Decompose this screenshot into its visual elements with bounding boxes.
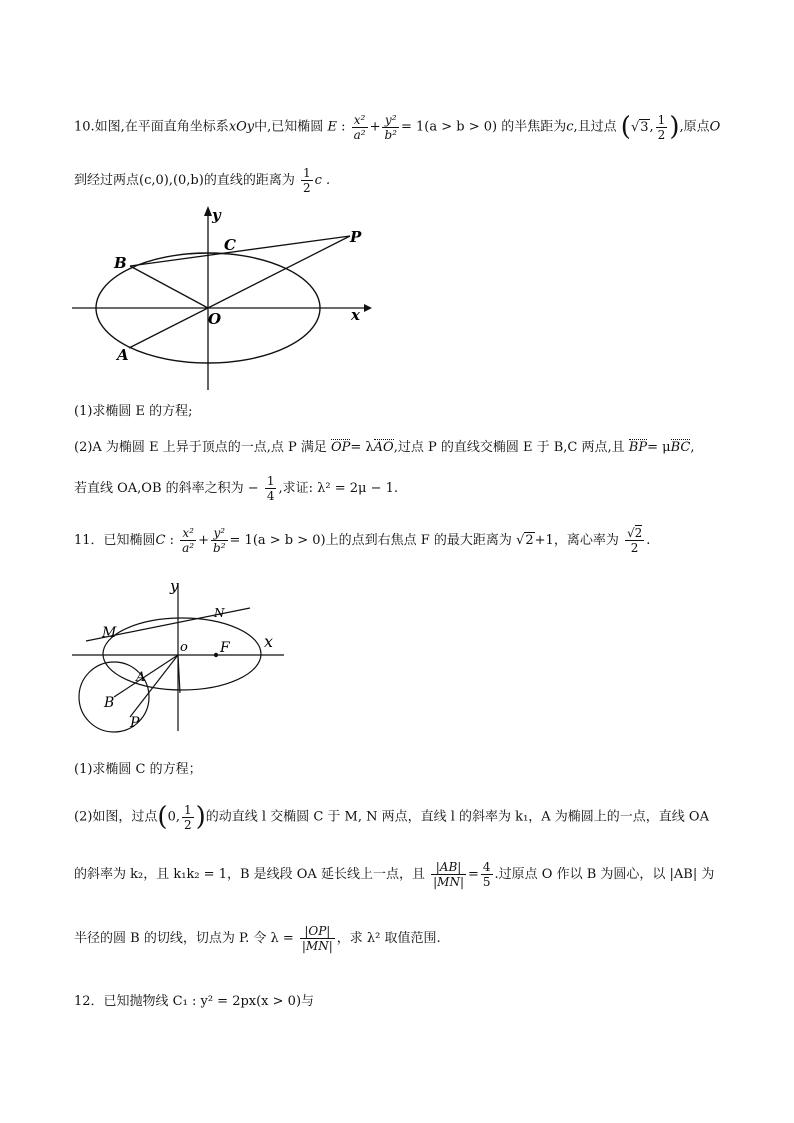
q10-text: ,求证: λ² = 2μ − 1. (278, 481, 399, 496)
q10-text: , (690, 440, 695, 455)
q11-part2-line2 (74, 860, 714, 889)
q10-sqrt3: √3 (630, 119, 649, 135)
label-B: B (114, 254, 127, 272)
q10-text: ,过点 P 的直线交椭圆 E 于 B,C 两点,且 (393, 440, 625, 455)
q10-text: ,原点 (679, 119, 710, 135)
frac-den: a² (353, 127, 366, 142)
q11-ellipse-name: C (155, 533, 166, 548)
q10-ellipse-name: E (327, 119, 337, 135)
q11-frac-op-mn (300, 924, 335, 953)
frac-num: 1 (657, 112, 666, 127)
label-P: P (350, 228, 362, 246)
q11-text: 的斜率为 k₂，且 k₁k₂ = 1，B 是线段 OA 延长线上一点，且 (74, 867, 425, 882)
paren: ( (620, 112, 631, 142)
frac-den: 2 (183, 817, 192, 832)
q11-text: 11．已知椭圆 (74, 533, 156, 548)
q11-text: 上的点到右焦点 F 的最大距离为 (325, 533, 512, 548)
label-B: B (104, 695, 115, 711)
vector-BP: BP (628, 440, 648, 455)
q11-text: (2)如图，过点 (74, 809, 158, 825)
q10-eq: = λ (350, 440, 374, 455)
frac-num: 1 (302, 166, 311, 180)
q10-part1: (1)求椭圆 E 的方程; (74, 404, 193, 419)
line-OB (114, 655, 178, 697)
radicand: 2 (634, 526, 643, 540)
label-x: x (351, 306, 360, 324)
frac-den: b² (384, 127, 397, 142)
x-arrow (364, 304, 372, 312)
q10-text: 10.如图,在平面直角坐标系 (74, 119, 229, 135)
paren: ( (157, 802, 168, 832)
q10-frac-y (382, 113, 399, 142)
paren: ) (195, 802, 206, 832)
q10-text: 若直线 OA,OB 的斜率之积为 − (74, 481, 259, 496)
label-x: x (264, 632, 274, 651)
label-y: y (170, 577, 179, 595)
frac-den: a² (182, 541, 195, 555)
q11-part2-line3 (74, 924, 441, 953)
q11-part1: (1)求椭圆 C 的方程； (74, 762, 202, 777)
q10-frac-x (352, 113, 368, 142)
y-arrow (204, 206, 212, 216)
line-BO (130, 266, 208, 308)
line-OP (130, 655, 178, 717)
q10-text: (2)A 为椭圆 E 上异于顶点的一点,点 P 满足 (74, 440, 327, 455)
frac-den: 2 (302, 181, 311, 195)
q10-figure (68, 200, 378, 395)
q11-text: .过原点 O 作以 B 为圆心，以 |AB| 为 (494, 867, 715, 882)
label-A: A (136, 670, 146, 685)
label-O: O (208, 310, 222, 328)
label-M: M (102, 625, 117, 641)
q12-line1: 12．已知抛物线 C₁ : y² = 2px(x > 0)与 (74, 994, 315, 1009)
q10-line2 (74, 166, 330, 195)
label-A: A (117, 346, 129, 364)
q11-sqrt2: √2 (516, 533, 534, 548)
q11-text: ，求 λ² 取值范围. (336, 931, 441, 946)
label-y: y (212, 206, 221, 224)
q11-text: 的动直线 l 交椭圆 C 于 M, N 两点，直线 l 的斜率为 k₁，A 为椭圆上的一点，直线 OA (205, 809, 709, 825)
q11-frac-y (211, 526, 228, 555)
q11-line1: 11．已知椭圆C : $\frac{\text{x²}}{\text{a²}}$ + $\frac{\text{y²}}{\text{b²}}$ = 1(a > b > 0)上的点到右焦点 F 的最大距离为 √2+1，离心率为 $\frac{√2}{2}$ . (74, 526, 651, 555)
frac-num: y² (213, 526, 226, 540)
q11-frac-half (182, 803, 194, 832)
label-N: N (214, 606, 225, 620)
q10-text: 的半焦距为 (501, 119, 567, 135)
frac-num: x² (182, 526, 194, 540)
frac-den: 4 (266, 489, 275, 503)
frac-num: √2 (626, 526, 643, 540)
frac-num: 1 (266, 474, 275, 488)
q10-frac-half (656, 113, 668, 142)
q11-figure (70, 575, 290, 735)
frac-num: |OP| (304, 924, 331, 938)
q10-text: 中,已知椭圆 (254, 119, 324, 135)
q10-text: 到经过两点(c,0),(0,b)的直线的距离为 (74, 173, 295, 188)
frac-den: 2 (657, 127, 666, 142)
frac-den: 5 (482, 875, 491, 889)
q11-frac-x (180, 526, 196, 555)
q11-frac-ab-mn (431, 860, 466, 889)
q10-line1: 10.如图,在平面直角坐标系xOy中,已知椭圆 E : $\frac{\text{x²}}{\text{a²}}$ + $\frac{\text{y²}}{\text{b²}}$ = 1(a > b > 0) 的半焦距为c,且过点 (√3, $\frac{1}{2}$ ),原点O (74, 112, 721, 142)
frac-den: 2 (625, 540, 644, 555)
q11-pt: 0, (167, 809, 180, 825)
frac-num: x² (353, 112, 366, 127)
q10-frac-half-2 (301, 166, 313, 195)
frac-den: |MN| (433, 875, 464, 889)
frac-num: y² (384, 112, 397, 127)
radicand: 3 (640, 119, 649, 135)
q10-part2 (74, 436, 694, 455)
vector-BC: BC (670, 440, 691, 455)
q11-eq: = 1(a > b > 0) (229, 533, 326, 548)
focus-F-dot (214, 653, 218, 657)
label-P: P (130, 715, 140, 731)
paren: ) (669, 112, 680, 142)
radicand: 2 (525, 533, 534, 548)
line-AP (129, 236, 350, 348)
q10-c: c (566, 119, 574, 135)
q10-eq: = 1(a > b > 0) (400, 119, 498, 135)
vector-AO: AO (373, 440, 394, 455)
q10-origin: O (709, 119, 721, 135)
label-o: o (180, 640, 188, 655)
q11-part2 (74, 802, 709, 832)
label-C: C (224, 236, 236, 254)
frac-den: |MN| (301, 939, 333, 953)
frac-den: b² (213, 541, 226, 555)
q10-var: xOy (228, 119, 255, 135)
q11-text: +1，离心率为 (534, 533, 619, 548)
q11-frac-45 (481, 860, 493, 889)
vector-OP: OP (330, 440, 351, 455)
q10-text: c . (314, 173, 331, 188)
q11-text: . (646, 533, 651, 548)
q10-text: ,且过点 (573, 119, 617, 135)
q10-eq: = μ (647, 440, 671, 455)
frac-num: |AB| (435, 860, 462, 874)
q10-part2-line2 (74, 474, 398, 503)
q11-frac-ecc (625, 526, 644, 555)
frac-num: 1 (183, 802, 192, 817)
q10-frac-quarter (265, 474, 277, 503)
frac-num: 4 (482, 860, 491, 874)
label-F: F (220, 640, 230, 656)
q11-text: 半径的圆 B 的切线，切点为 P. 令 λ = (74, 931, 294, 946)
q11-eq: = (467, 867, 479, 882)
line-BP (130, 236, 350, 266)
